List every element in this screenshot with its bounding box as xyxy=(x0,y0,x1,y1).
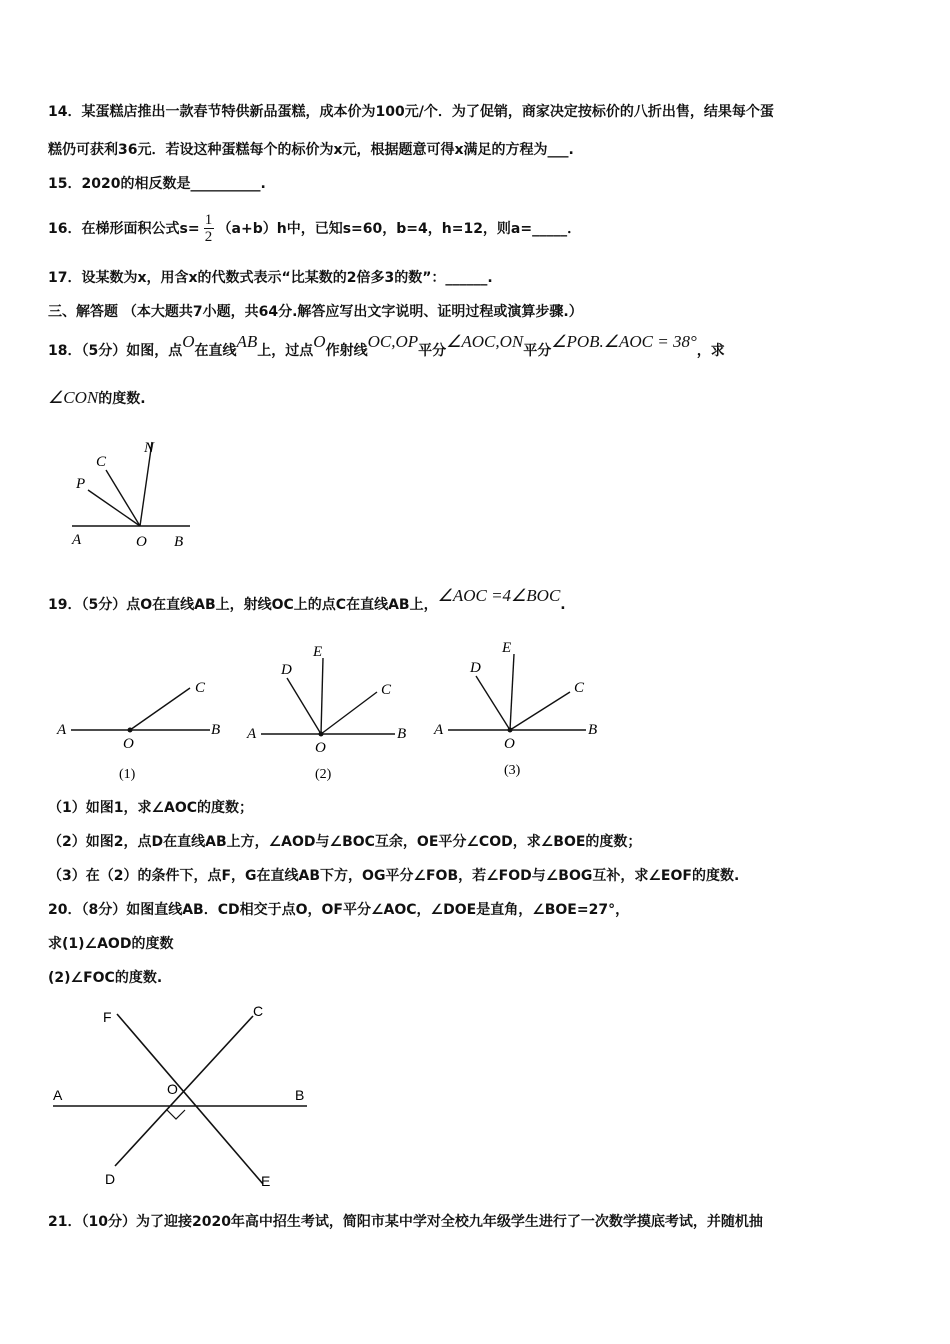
q19-sub1: （1）如图1，求∠AOC的度数； xyxy=(48,800,254,816)
fig19-3-label-D: D xyxy=(470,660,481,676)
figure-19-3 xyxy=(430,636,610,786)
q18-line1: 18．（5分）如图，点O在直线AB上，过点O作射线OC,OP平分∠AOC,ON平分∠POB.∠AOC = 38°，求 xyxy=(48,332,725,359)
q19-text: 19．（5分）点O在直线AB上，射线OC上的点C在直线AB上，∠AOC =4∠BOC. xyxy=(48,586,566,613)
q16-prefix: 16．在梯形面积公式s= xyxy=(48,220,200,237)
fig19-2-label-B: B xyxy=(397,726,407,742)
q20-line1: 20．（8分）如图直线AB．CD相交于点O，OF平分∠AOC，∠DOE是直角，∠BOE=27°， xyxy=(48,902,630,918)
fig18-label-O: O xyxy=(136,534,147,550)
section-3-heading: 三、解答题 （本大题共7小题，共64分.解答应写出文字说明、证明过程或演算步骤.） xyxy=(48,304,583,320)
q16-text xyxy=(48,212,581,245)
q19-sub3: （3）在（2）的条件下，点F，G在直线AB下方，OG平分∠FOB，若∠FOD与∠BOG互补，求∠EOF的度数. xyxy=(48,868,740,884)
fig19-1-label-O: O xyxy=(123,736,134,752)
figure-20 xyxy=(45,1000,315,1195)
fig20-label-E: E xyxy=(261,1173,271,1189)
fig18-label-A: A xyxy=(72,532,82,548)
q18-line2: ∠CON的度数. xyxy=(48,388,146,407)
q14-line1: 14．某蛋糕店推出一款春节特供新品蛋糕，成本价为100元/个．为了促销，商家决定按标价的八折出售，结果每个蛋 xyxy=(48,104,774,120)
q19-sub2: （2）如图2，点D在直线AB上方，∠AOD与∠BOC互余，OE平分∠COD，求∠BOE的度数； xyxy=(48,834,642,850)
fig20-label-A: A xyxy=(53,1087,63,1103)
q20-line3: (2)∠FOC的度数. xyxy=(48,970,163,986)
fig19-3-label-C: C xyxy=(574,680,585,696)
fig19-1-label-B: B xyxy=(211,722,221,738)
q15-text: 15．2020的相反数是__________. xyxy=(48,176,266,192)
fig19-3-label-O: O xyxy=(504,736,515,752)
q17-text: 17．设某数为x，用含x的代数式表示“比某数的2倍多3的数”：______. xyxy=(48,270,493,286)
fig18-label-C: C xyxy=(96,454,107,470)
q16-denominator: 2 xyxy=(204,229,213,245)
figure-19-1 xyxy=(55,670,235,785)
fig19-2-label-A: A xyxy=(247,726,257,742)
q14-line2: 糕仍可获利36元．若设这种蛋糕每个的标价为x元，根据题意可得x满足的方程为___. xyxy=(48,142,574,158)
fig19-caption-2: (2) xyxy=(315,767,332,782)
fig18-label-P: P xyxy=(76,476,86,492)
fig20-label-F: F xyxy=(103,1009,112,1025)
fig19-2-label-E: E xyxy=(313,644,323,660)
q16-fraction xyxy=(204,212,214,245)
fig18-label-N: N xyxy=(144,440,155,456)
fig19-caption-3: (3) xyxy=(504,763,521,778)
fig18-label-B: B xyxy=(174,534,184,550)
q20-line2: 求(1)∠AOD的度数 xyxy=(48,936,174,952)
fig19-caption-1: (1) xyxy=(119,767,136,782)
fig19-1-label-C: C xyxy=(195,680,206,696)
fig19-3-label-E: E xyxy=(502,640,512,656)
fig19-3-label-A: A xyxy=(434,722,444,738)
fig19-2-label-C: C xyxy=(381,682,392,698)
fig19-1-label-A: A xyxy=(57,722,67,738)
fig20-label-O: O xyxy=(167,1081,178,1097)
q16-suffix: （a+b）h中，已知s=60，b=4，h=12，则a=_____． xyxy=(217,220,582,237)
fig19-3-label-B: B xyxy=(588,722,598,738)
fig20-label-B: B xyxy=(295,1087,305,1103)
fig19-2-label-O: O xyxy=(315,740,326,756)
figure-18 xyxy=(60,430,200,555)
q21-text: 21．（10分）为了迎接2020年高中招生考试，简阳市某中学对全校九年级学生进行了一次数学摸底考试，并随机抽 xyxy=(48,1214,763,1230)
q16-numerator: 1 xyxy=(204,212,213,228)
fig20-label-D: D xyxy=(105,1171,116,1187)
figure-19-2 xyxy=(245,640,425,790)
fig19-2-label-D: D xyxy=(281,662,292,678)
fig20-label-C: C xyxy=(253,1003,264,1019)
